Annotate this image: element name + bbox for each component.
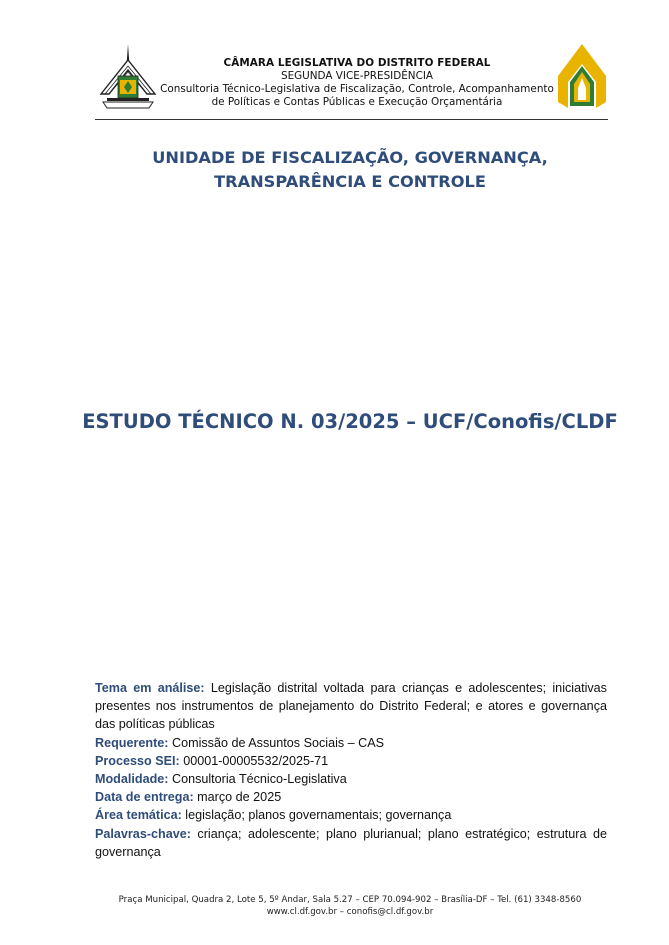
footer bbox=[100, 894, 600, 918]
department-line-2: de Políticas e Contas Públicas e Execução Orçamentária bbox=[211, 96, 503, 108]
institution-name: CÂMARA LEGISLATIVA DO DISTRITO FEDERAL bbox=[223, 57, 491, 69]
unit-title-line-1: UNIDADE DE FISCALIZAÇÃO, GOVERNANÇA, bbox=[152, 148, 548, 167]
study-title: ESTUDO TÉCNICO N. 03/2025 – UCF/Conofis/CLDF bbox=[82, 410, 618, 433]
department-line-1: Consultoria Técnico-Legislativa de Fiscalização, Controle, Acompanhamento bbox=[160, 83, 554, 95]
palavras-chave-value: criança; adolescente; plano plurianual; plano estratégico; estrutura de governança bbox=[95, 826, 607, 859]
office-name: SEGUNDA VICE-PRESIDÊNCIA bbox=[280, 70, 434, 82]
area-tematica-row bbox=[95, 806, 607, 824]
area-tematica-label: Área temática: bbox=[95, 808, 182, 823]
header-text bbox=[160, 57, 554, 109]
footer-address: Praça Municipal, Quadra 2, Lote 5, 5º Andar, Sala 5.27 – CEP 70.094-902 – Brasília-DF – Tel. (61) 3348-8560 bbox=[118, 895, 582, 905]
modalidade-label: Modalidade: bbox=[95, 772, 169, 787]
modalidade-row bbox=[95, 770, 607, 788]
unit-title-line-2: TRANSPARÊNCIA E CONTROLE bbox=[214, 172, 486, 191]
processo-label: Processo SEI: bbox=[95, 753, 180, 768]
cldf-emblem-icon bbox=[99, 42, 157, 112]
data-entrega-row bbox=[95, 788, 607, 806]
header-divider bbox=[95, 119, 608, 120]
modalidade-value: Consultoria Técnico-Legislativa bbox=[168, 772, 347, 787]
brasilia-crest-icon bbox=[556, 42, 608, 110]
tema-label: Tema em análise: bbox=[95, 681, 205, 695]
tema-row bbox=[95, 679, 607, 734]
palavras-chave-row bbox=[95, 825, 607, 861]
footer-web: www.cl.df.gov.br – conofis@cl.df.gov.br bbox=[266, 907, 434, 917]
requerente-label: Requerente: bbox=[95, 735, 169, 750]
requerente-row bbox=[95, 734, 607, 752]
data-entrega-label: Data de entrega: bbox=[95, 790, 194, 805]
area-tematica-value: legislação; planos governamentais; governança bbox=[181, 808, 452, 823]
requerente-value: Comissão de Assuntos Sociais – CAS bbox=[168, 735, 385, 750]
processo-row bbox=[95, 752, 607, 770]
processo-value: 00001-00005532/2025-71 bbox=[179, 753, 329, 768]
info-block bbox=[95, 679, 607, 861]
tema-value: Legislação distrital voltada para crianças e adolescentes; iniciativas presentes nos instrumentos de planejamento do Distrito Federal; e atores e governança das políticas públicas bbox=[95, 681, 607, 732]
palavras-chave-label: Palavras-chave: bbox=[95, 826, 191, 841]
data-entrega-value: março de 2025 bbox=[193, 790, 282, 805]
unit-title bbox=[90, 146, 610, 194]
